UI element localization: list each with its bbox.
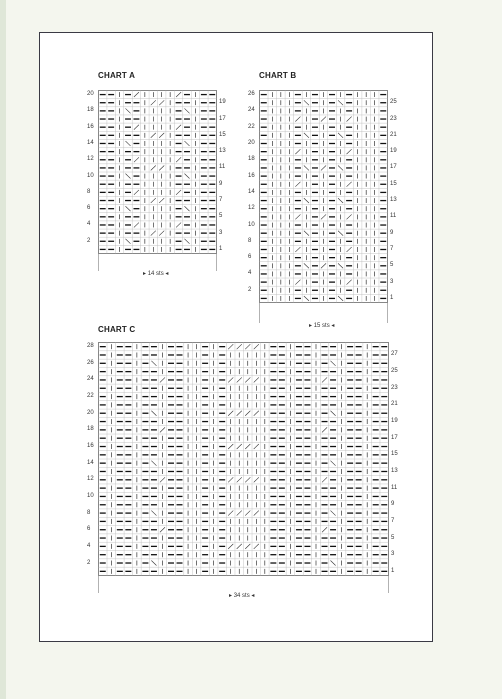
chart-c-row-number-right: 5 [391,534,395,541]
chart-a-width-label: ▸ 14 sts ◂ [143,271,169,277]
chart-c-row-number-left: 6 [87,526,91,533]
chart-b-row-number-right: 11 [390,213,397,220]
chart-b-row-number-left: 10 [248,221,255,228]
chart-b-row-number-left: 26 [248,91,255,98]
chart-b-row-number-right: 19 [390,148,397,155]
chart-a-row-number-right: 7 [219,197,223,204]
chart-a-row-number-right: 15 [219,131,226,138]
chart-b-grid [259,90,388,303]
chart-c-row-number-right: 1 [391,567,395,574]
chart-b-row-number-right: 1 [390,294,394,301]
chart-c-svg [98,342,389,576]
chart-c-row-number-left: 8 [87,509,91,516]
chart-c-row-number-left: 2 [87,559,91,566]
chart-a-row-number-right: 9 [219,180,223,187]
chart-c-width-bracket [98,576,389,595]
chart-c-row-number-left: 10 [87,492,94,499]
chart-a-bracket [98,254,217,278]
chart-b-title: CHART B [259,71,297,80]
chart-c-row-number-right: 27 [391,351,398,358]
chart-c-row-number-right: 11 [391,484,398,491]
chart-b-row-number-right: 25 [390,99,397,106]
chart-b-width-label: ▸ 15 sts ◂ [309,323,335,329]
chart-b-row-number-left: 22 [248,123,255,130]
chart-b-row-number-right: 13 [390,197,397,204]
chart-a-row-number-right: 11 [219,164,226,171]
chart-b-row-number-left: 4 [248,270,252,277]
chart-b-row-number-right: 3 [390,278,394,285]
chart-a-row-number-right: 3 [219,229,223,236]
chart-b-row-number-left: 12 [248,205,255,212]
chart-c-row-number-right: 23 [391,384,398,391]
chart-c-row-number-right: 21 [391,401,398,408]
chart-c-row-number-right: 13 [391,467,398,474]
chart-c-title: CHART C [98,325,136,334]
chart-b-row-number-right: 5 [390,262,394,269]
chart-c-row-number-right: 3 [391,551,395,558]
chart-a-grid [98,90,217,254]
chart-c-row-number-left: 28 [87,343,94,350]
chart-b-row-number-right: 21 [390,131,397,138]
chart-a-row-number-left: 12 [87,156,94,163]
chart-c-row-number-right: 9 [391,501,395,508]
chart-a-row-number-left: 16 [87,123,94,130]
chart-b-row-number-left: 16 [248,172,255,179]
chart-c-bracket [98,576,389,600]
chart-c-row-number-left: 20 [87,409,94,416]
chart-c-row-number-right: 17 [391,434,398,441]
chart-c-row-number-left: 24 [87,376,94,383]
chart-c-row-number-right: 19 [391,418,398,425]
chart-a-row-number-left: 14 [87,139,94,146]
chart-c-grid [98,342,389,576]
chart-b-row-number-right: 23 [390,115,397,122]
chart-a-row-number-right: 5 [219,213,223,220]
chart-a-svg [98,90,217,254]
chart-a-row-number-left: 4 [87,221,91,228]
chart-c-row-number-left: 14 [87,459,94,466]
chart-c-row-number-left: 16 [87,443,94,450]
chart-b-row-number-left: 18 [248,156,255,163]
chart-a-row-number-right: 19 [219,99,226,106]
chart-a-row-number-right: 1 [219,245,223,252]
chart-c-row-number-right: 7 [391,517,395,524]
chart-b-svg [259,90,388,303]
chart-a-row-number-left: 20 [87,91,94,98]
chart-b-row-number-left: 2 [248,286,252,293]
chart-b-bracket [259,303,388,330]
chart-b-row-number-right: 9 [390,229,394,236]
chart-a-row-number-left: 2 [87,237,91,244]
chart-b-row-number-right: 17 [390,164,397,171]
chart-c-row-number-left: 12 [87,476,94,483]
chart-a-row-number-right: 13 [219,148,226,155]
chart-c-width-label: ▸ 34 sts ◂ [229,593,255,599]
chart-c-row-number-right: 15 [391,451,398,458]
chart-b-row-number-right: 15 [390,180,397,187]
chart-c-row-number-left: 22 [87,393,94,400]
chart-a-row-number-left: 10 [87,172,94,179]
chart-c-row-number-left: 4 [87,542,91,549]
chart-b-width-bracket [259,303,388,325]
chart-a-row-number-left: 8 [87,188,91,195]
chart-a-title: CHART A [98,71,136,80]
chart-b-row-number-right: 7 [390,246,394,252]
chart-a-row-number-left: 6 [87,205,91,212]
chart-b-row-number-left: 8 [248,237,252,244]
page-edge-strip [0,0,6,699]
chart-b-row-number-left: 20 [248,140,255,146]
chart-c-row-number-left: 18 [87,426,94,433]
chart-c-row-number-left: 26 [87,359,94,366]
chart-a-width-bracket [98,254,217,273]
chart-a-row-number-right: 17 [219,115,226,122]
chart-a-row-number-left: 18 [87,107,94,114]
chart-b-row-number-left: 6 [248,254,252,261]
chart-b-row-number-left: 24 [248,107,255,114]
chart-c-row-number-right: 25 [391,368,398,375]
chart-page [39,32,433,642]
chart-b-row-number-left: 14 [248,188,255,195]
